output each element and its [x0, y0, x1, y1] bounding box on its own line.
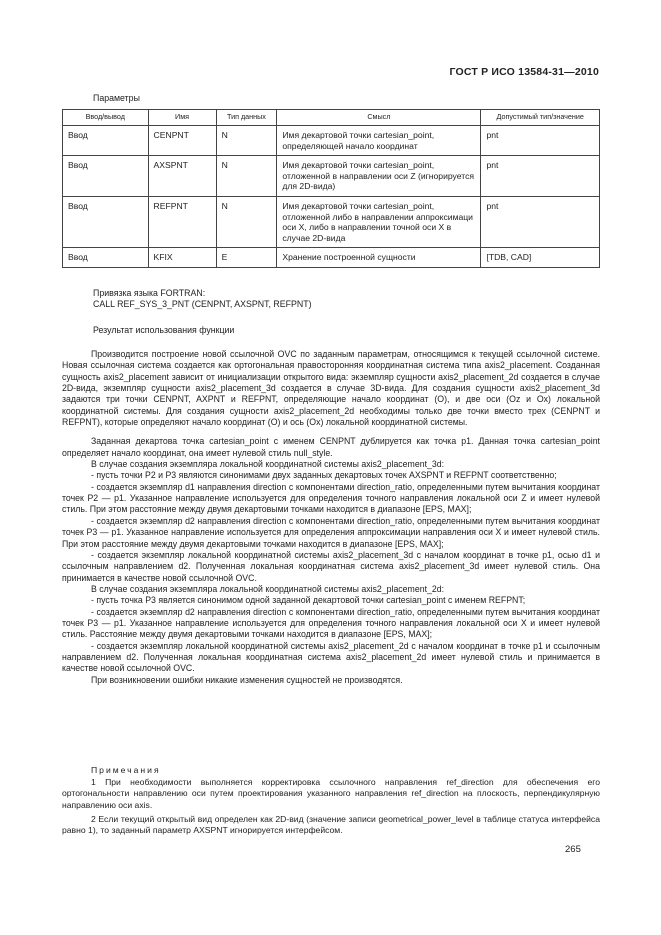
cell-allowed: pnt: [481, 126, 600, 156]
table-header-row: [63, 110, 600, 126]
table-row: [63, 126, 600, 156]
paragraph: - создается экземпляр локальной координатной системы axis2_placement_3d с началом координат в точке p1, осью d1 и ссылочным направлением d2. Полученная локальная координатная система axis2_placement_3d имеет нулевой стиль. Она принимается в качестве новой ссылочной OVC.: [62, 549, 600, 583]
notes-section: [62, 765, 600, 836]
cell-type: N: [216, 126, 277, 156]
cell-name: KFIX: [148, 248, 216, 268]
cell-type: N: [216, 196, 277, 247]
note-item: 2 Если текущий открытый вид определен как 2D-вид (значение записи geometrical_power_level в таблице статуса интерфейса равно 1), то заданный параметр AXSPNT игнорируется интерфейсом.: [62, 813, 600, 836]
cell-meaning: Хранение построенной сущности: [277, 248, 481, 268]
cell-meaning: Имя декартовой точки cartesian_point, отложенной в направлении оси Z (игнорируется для 2D-вида): [277, 156, 481, 197]
fortran-binding: [93, 288, 312, 311]
paragraph: - создается экземпляр d1 направления direction с компонентами direction_ratio, определенными путем вычитания координат точек P2 — p1. Указанное направление используется для определения точного направления локальной оси Z и имеет нулевой стиль. При этом расстояние между двумя декартовыми точками находится в диапазоне [EPS, MAX];: [62, 481, 600, 515]
document-header: ГОСТ Р ИСО 13584-31—2010: [449, 66, 599, 78]
cell-allowed: [TDB, CAD]: [481, 248, 600, 268]
col-header-type: Тип данных: [216, 110, 277, 126]
note-item: 1 При необходимости выполняется корректировка ссылочного направления ref_direction для обеспечения его ортогональности направлению оси путем проектирования указанного направления ref_direction на плоскость, перпендикулярную направлению оси axis.: [62, 777, 600, 810]
paragraph: В случае создания экземпляра локальной координатной системы axis2_placement_2d:: [91, 583, 445, 594]
table-row: [63, 196, 600, 247]
cell-type: N: [216, 156, 277, 197]
cell-meaning: Имя декартовой точки cartesian_point, отложенной либо в направлении аппроксимаци оси X, либо в направлении точной оси X в случае 2D-вида: [277, 196, 481, 247]
cell-io: Ввод: [63, 248, 149, 268]
cell-io: Ввод: [63, 126, 149, 156]
paragraph: - создается экземпляр d2 направления direction с компонентами direction_ratio, определенными путем вычитания координат точек P3 — p1. Указанное направление используется для определения аппроксимации направления оси X и имеет нулевой стиль. При этом расстояние между двумя декартовыми точками находится в диапазоне [EPS, MAX];: [62, 515, 600, 549]
parameters-table: [62, 109, 600, 268]
cell-io: Ввод: [63, 156, 149, 197]
paragraph: В случае создания экземпляра локальной координатной системы axis2_placement_3d:: [91, 459, 445, 470]
cell-name: REFPNT: [148, 196, 216, 247]
cell-allowed: pnt: [481, 156, 600, 197]
params-label: Параметры: [93, 93, 140, 103]
col-header-meaning: Смысл: [277, 110, 481, 126]
paragraph: - пусть точки P2 и P3 являются синонимами двух заданных декартовых точек AXSPNT и REFPNT соответственно;: [91, 470, 557, 481]
notes-title: Примечания: [91, 765, 161, 775]
fortran-label: Привязка языка FORTRAN:: [93, 288, 206, 298]
paragraph-intro: Производится построение новой ссылочной OVC по заданным параметрам, относящимся к текущей ссылочной системе. Новая ссылочная система создается как ортогональная правосторонняя координатная система типа axis2_placement. Созданная сущность axis2_placement зависит от инициализации открытого вида: экземпляр сущности axis2_placement_2d создается в случае 2D-вида, экземпляр сущности axis2_placement_3d создается в случае 3D-вида. Для создания сущности axis2_placement_3d задаются три точки CENPNT, AXPNT и REFPNT, определяющие начало координат (О), и две оси (Oz и Ox) локальной координатной системы. Для создания сущности axis2_placement_2d необходимы только две точки вместо трех (CENPNT и REFPNT), которые определяют начало координат (О) и ось (Ox) локальной координатной системы.: [62, 349, 600, 428]
cell-io: Ввод: [63, 196, 149, 247]
table-row: [63, 248, 600, 268]
result-label: Результат использования функции: [93, 325, 235, 335]
body-text: [62, 349, 600, 686]
cell-meaning: Имя декартовой точки cartesian_point, определяющей начало координат: [277, 126, 481, 156]
cell-allowed: pnt: [481, 196, 600, 247]
paragraph: - создается экземпляр локальной координатной системы axis2_placement_2d с началом координат в точке p1 и ссылочным направлением d2. Полученная локальная координатная система axis2_placement_2d имеет нулевой стиль и принимается в качестве новой ссылочной OVC.: [62, 640, 600, 674]
page-number: 265: [565, 844, 581, 855]
paragraph: - пусть точка P3 является синонимом одной заданной декартовой точки cartesian_point с именем REFPNT;: [91, 595, 526, 606]
table-row: [63, 156, 600, 197]
col-header-io: Ввод/вывод: [63, 110, 149, 126]
cell-name: AXSPNT: [148, 156, 216, 197]
col-header-allowed: Допустимый тип/значение: [481, 110, 600, 126]
cell-name: CENPNT: [148, 126, 216, 156]
paragraph: При возникновении ошибки никакие изменения сущностей не производятся.: [91, 674, 403, 685]
paragraph: Заданная декартова точка cartesian_point с именем CENPNT дублируется как точка p1. Данная точка cartesian_point определяет начало координат, она имеет нулевой стиль null_style.: [62, 436, 600, 458]
cell-type: E: [216, 248, 277, 268]
col-header-name: Имя: [148, 110, 216, 126]
fortran-call: CALL REF_SYS_3_PNT (CENPNT, AXSPNT, REFPNT): [93, 299, 312, 310]
paragraph: - создается экземпляр d2 направления direction с компонентами direction_ratio, определенными путем вычитания координат точек P3 — p1. Указанное направление используется для определения точного направления локальной оси X и имеет нулевой стиль. Расстояние между двумя декартовыми точками находится в диапазоне [EPS, MAX];: [62, 606, 600, 640]
